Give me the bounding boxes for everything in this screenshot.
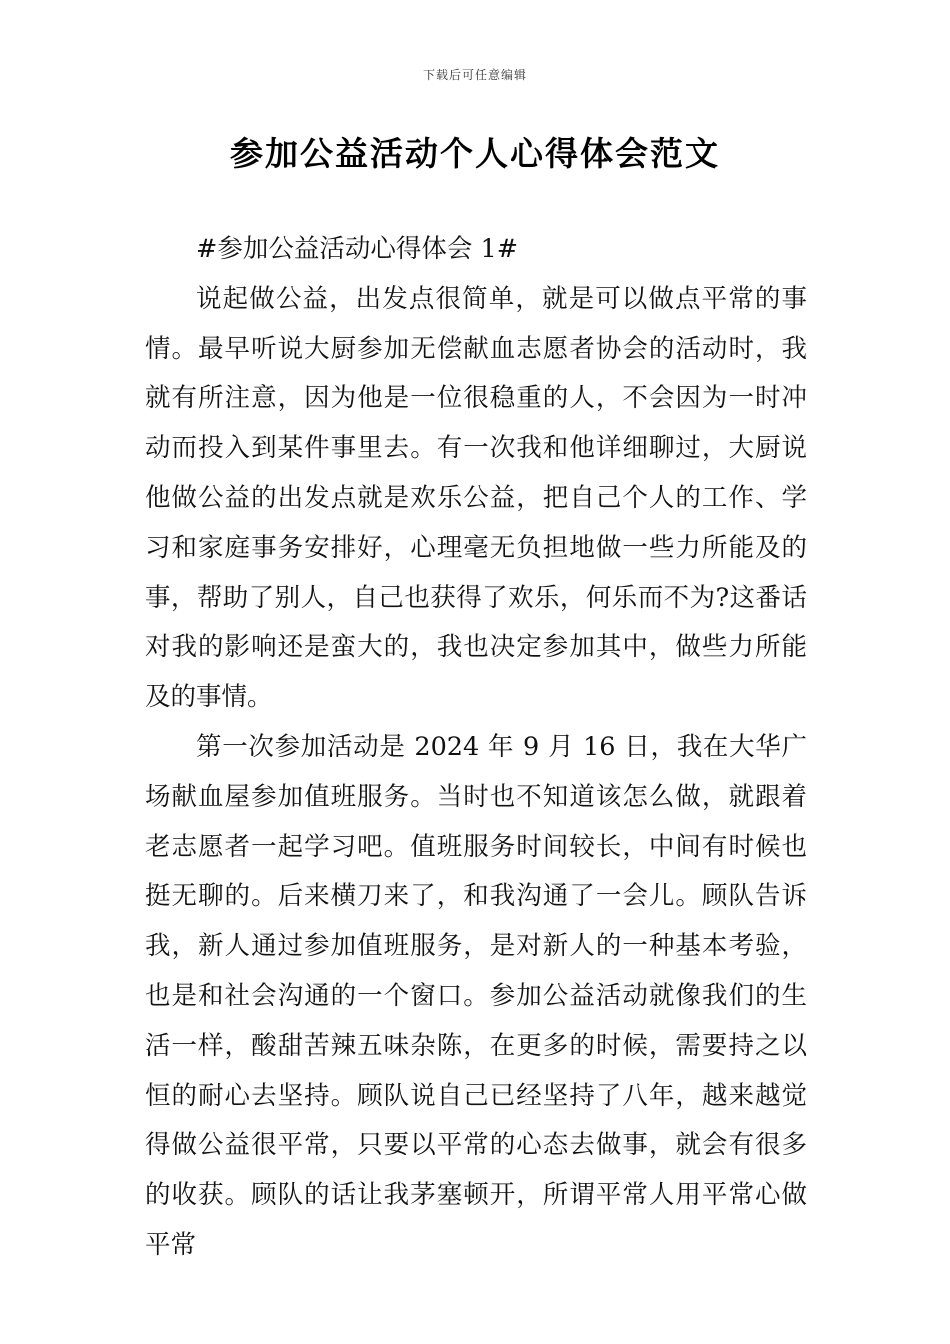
section-heading: #参加公益活动心得体会 1# — [196, 234, 519, 264]
page-header-note: 下载后可任意编辑 — [422, 68, 527, 82]
document-title: 参加公益活动个人心得体会范文 — [230, 134, 720, 173]
paragraph-2: 第一次参加活动是 2024 年 9 月 16 日，我在大华广场献血屋参加值班服务。当时也不知道该怎么做，就跟着老志愿者一起学习吧。值班服务时间较长，中间有时候也挺无聊的。后来横刀来了，和我沟通了一会儿。顾队告诉我，新人通过参加值班服务，是对新人的一种基本考验，也是和社会沟通的一个窗口。参加公益活动就像我们的生活一样，酸甜苦辣五味杂陈，在更多的时候，需要持之以恒的耐心去坚持。顾队说自己已经坚持了八年，越来越觉得做公益很平常，只要以平常的心态去做事，就会有很多的收获。顾队的话让我茅塞顿开，所谓平常人用平常心做平常 — [145, 731, 807, 1260]
paragraph-1: 说起做公益，出发点很简单，就是可以做点平常的事情。最早听说大厨参加无偿献血志愿者协会的活动时，我就有所注意，因为他是一位很稳重的人，不会因为一时冲动而投入到某件事里去。有一次我和他详细聊过，大厨说他做公益的出发点就是欢乐公益，把自己个人的工作、学习和家庭事务安排好，心理毫无负担地做一些力所能及的事，帮助了别人，自己也获得了欢乐，何乐而不为?这番话对我的影响还是蛮大的，我也决定参加其中，做些力所能及的事情。 — [145, 283, 807, 713]
document-body — [145, 225, 807, 1271]
